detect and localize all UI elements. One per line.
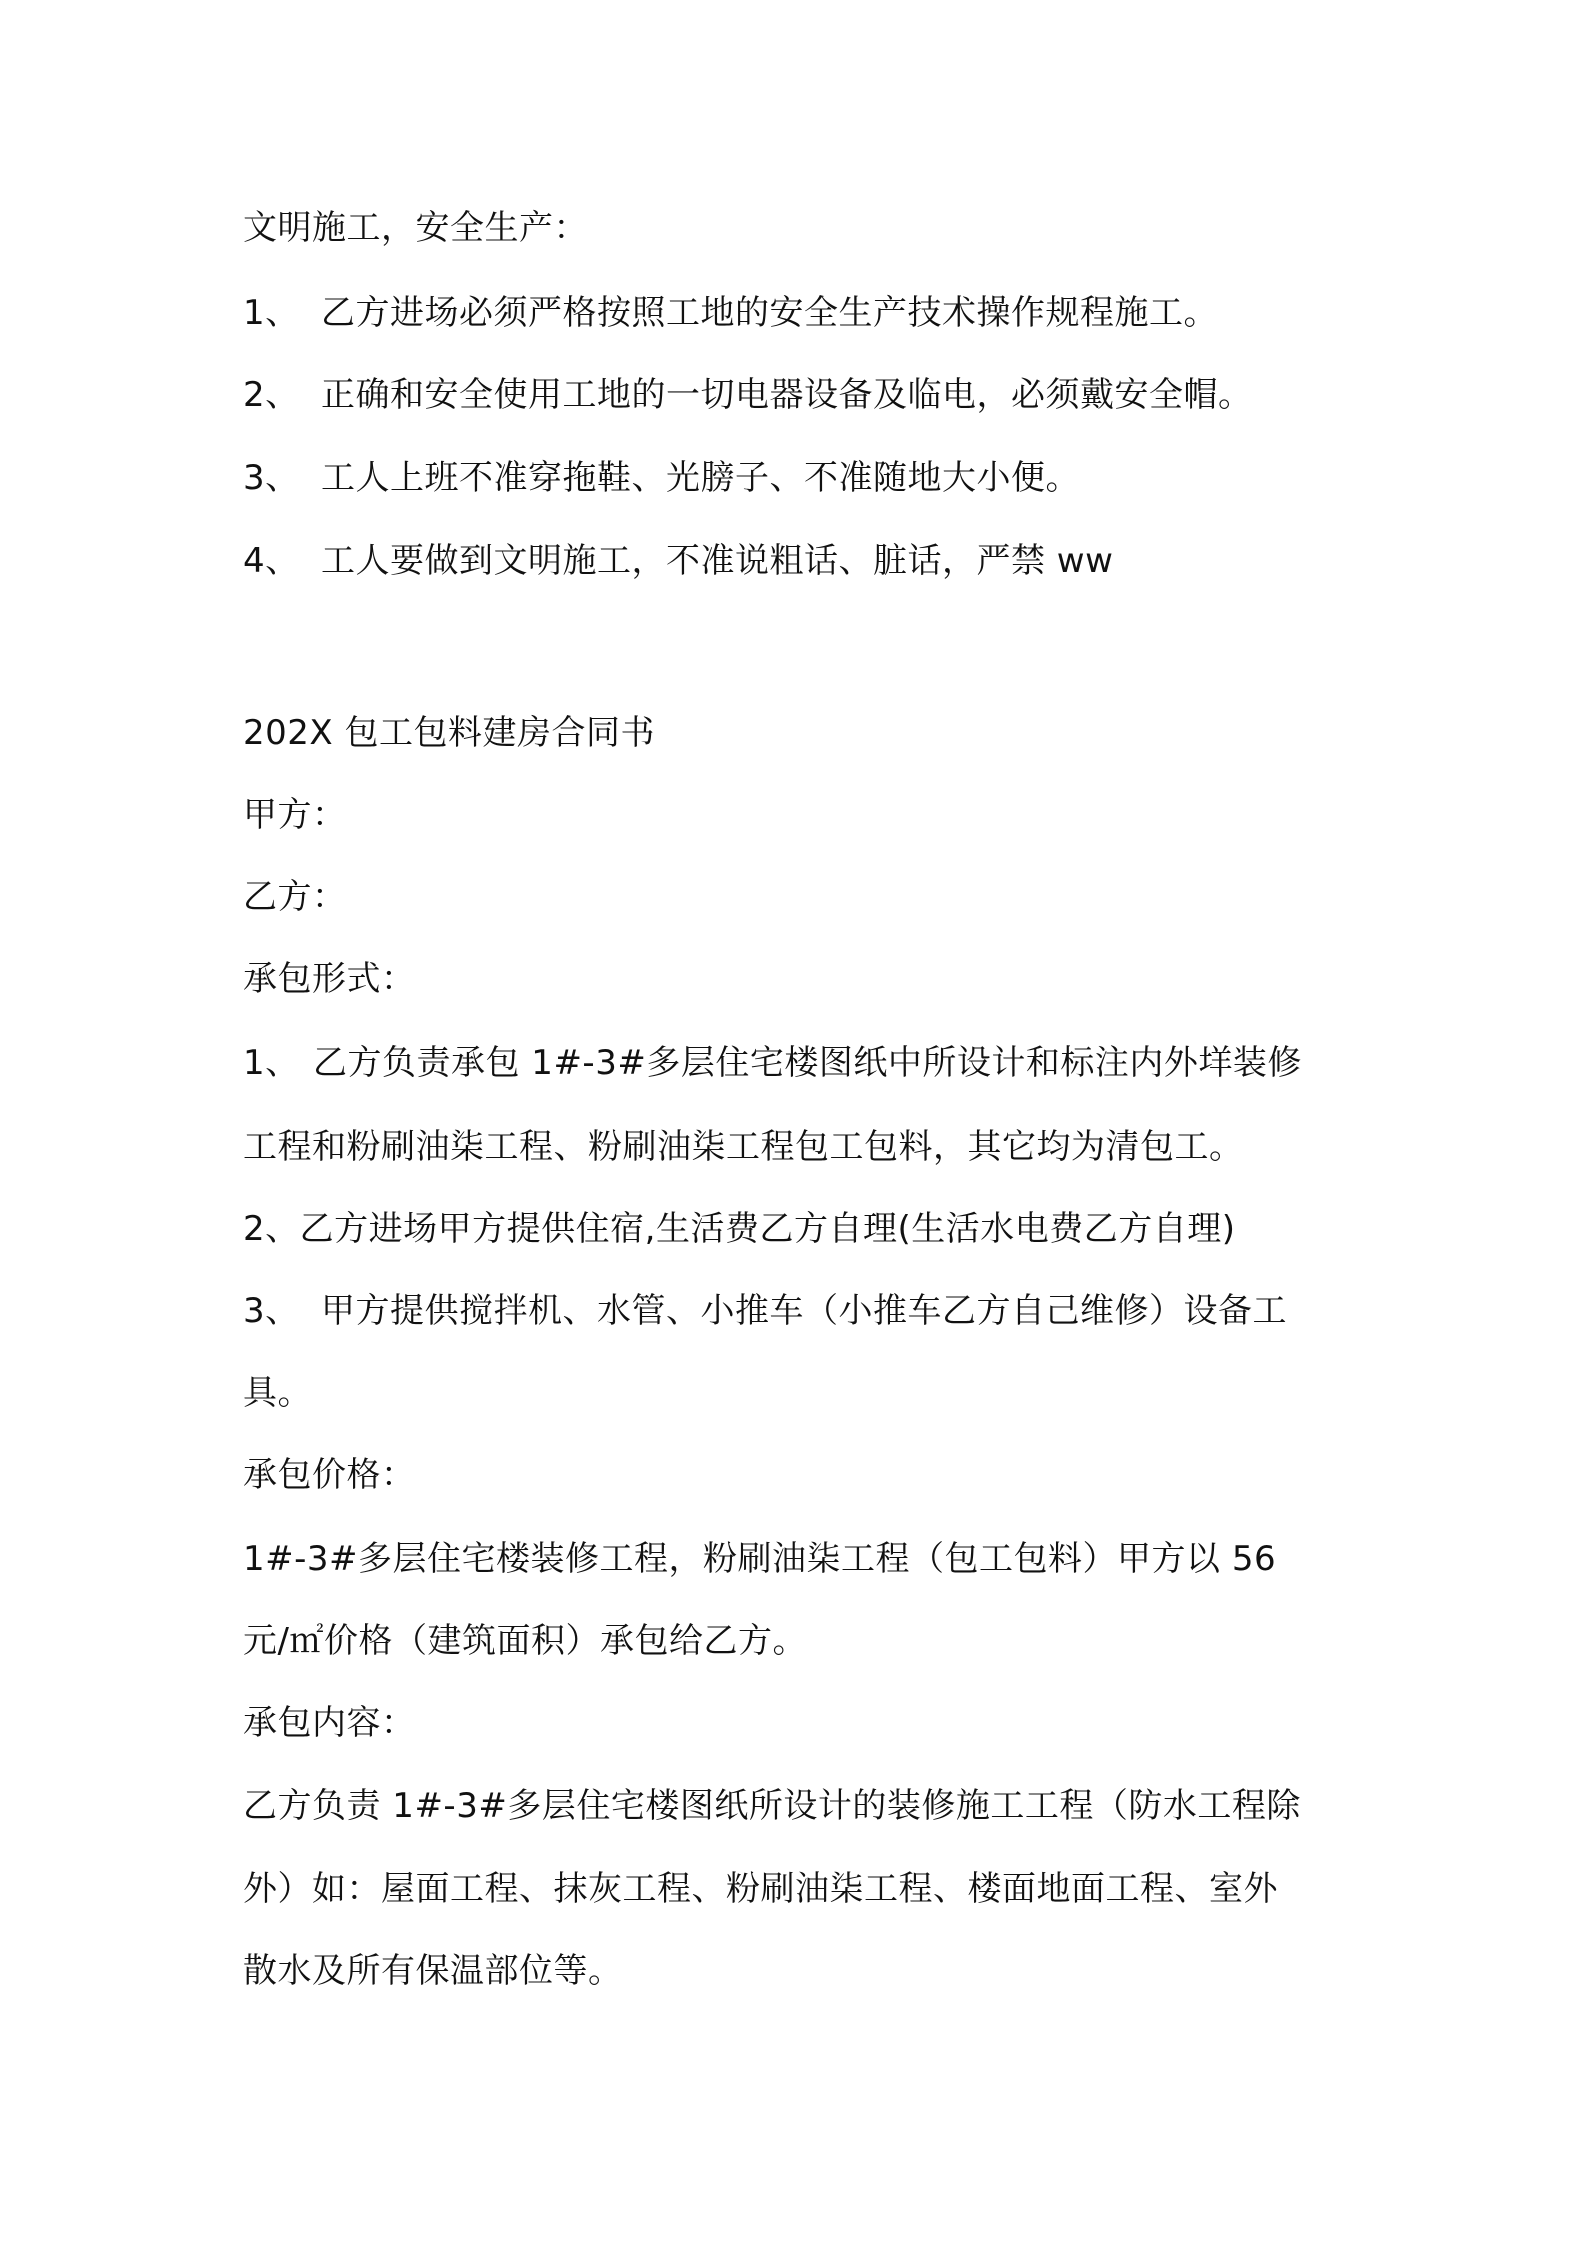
form-item-1-line-2: 工程和粉刷油柒工程、粉刷油柒工程包工包料，其它均为清包工。: [243, 1127, 1244, 1167]
content-line-3: 散水及所有保温部位等。: [243, 1951, 623, 1991]
price-line-2: 元/㎡价格（建筑面积）承包给乙方。: [243, 1621, 807, 1661]
safety-item-1: [243, 292, 1218, 334]
item-text: 工人要做到文明施工，不准说粗话、脏话，严禁 ww: [321, 541, 1114, 581]
form-item-3-line-2: 具。: [243, 1373, 312, 1413]
form-item-3-line-1: [243, 1290, 1287, 1332]
form-heading: 承包形式：: [243, 959, 416, 999]
safety-item-2: [243, 374, 1253, 416]
item-text: 乙方负责承包 1#-3#多层住宅楼图纸中所设计和标注内外垟装修: [313, 1043, 1302, 1083]
content-heading: 承包内容：: [243, 1703, 416, 1743]
contract-title: 202X 包工包料建房合同书: [243, 713, 655, 753]
item-text: 工人上班不准穿拖鞋、光膀子、不准随地大小便。: [321, 458, 1080, 498]
form-item-2: 2、乙方进场甲方提供住宿,生活费乙方自理(生活水电费乙方自理): [243, 1209, 1236, 1249]
item-number: 3、: [243, 458, 300, 498]
item-text: 正确和安全使用工地的一切电器设备及临电，必须戴安全帽。: [321, 375, 1253, 415]
party-a-label: 甲方：: [243, 795, 347, 835]
item-text: 甲方提供搅拌机、水管、小推车（小推车乙方自己维修）设备工: [321, 1291, 1287, 1331]
form-item-1-line-1: [243, 1042, 1302, 1084]
item-number: 1、: [243, 293, 300, 333]
item-text: 乙方进场必须严格按照工地的安全生产技术操作规程施工。: [321, 293, 1218, 333]
item-number: 1、: [243, 1043, 300, 1083]
safety-item-3: [243, 457, 1080, 499]
party-b-label: 乙方：: [243, 877, 347, 917]
item-number: 3、: [243, 1291, 300, 1331]
safety-heading: 文明施工，安全生产：: [243, 208, 588, 248]
content-line-1: 乙方负责 1#-3#多层住宅楼图纸所设计的装修施工工程（防水工程除: [243, 1786, 1301, 1826]
price-heading: 承包价格：: [243, 1455, 416, 1495]
safety-item-4: [243, 540, 1113, 582]
item-number: 4、: [243, 541, 300, 581]
price-line-1: 1#-3#多层住宅楼装修工程，粉刷油柒工程（包工包料）甲方以 56: [243, 1539, 1277, 1579]
content-line-2: 外）如：屋面工程、抹灰工程、粉刷油柒工程、楼面地面工程、室外: [243, 1869, 1278, 1909]
item-number: 2、: [243, 375, 300, 415]
